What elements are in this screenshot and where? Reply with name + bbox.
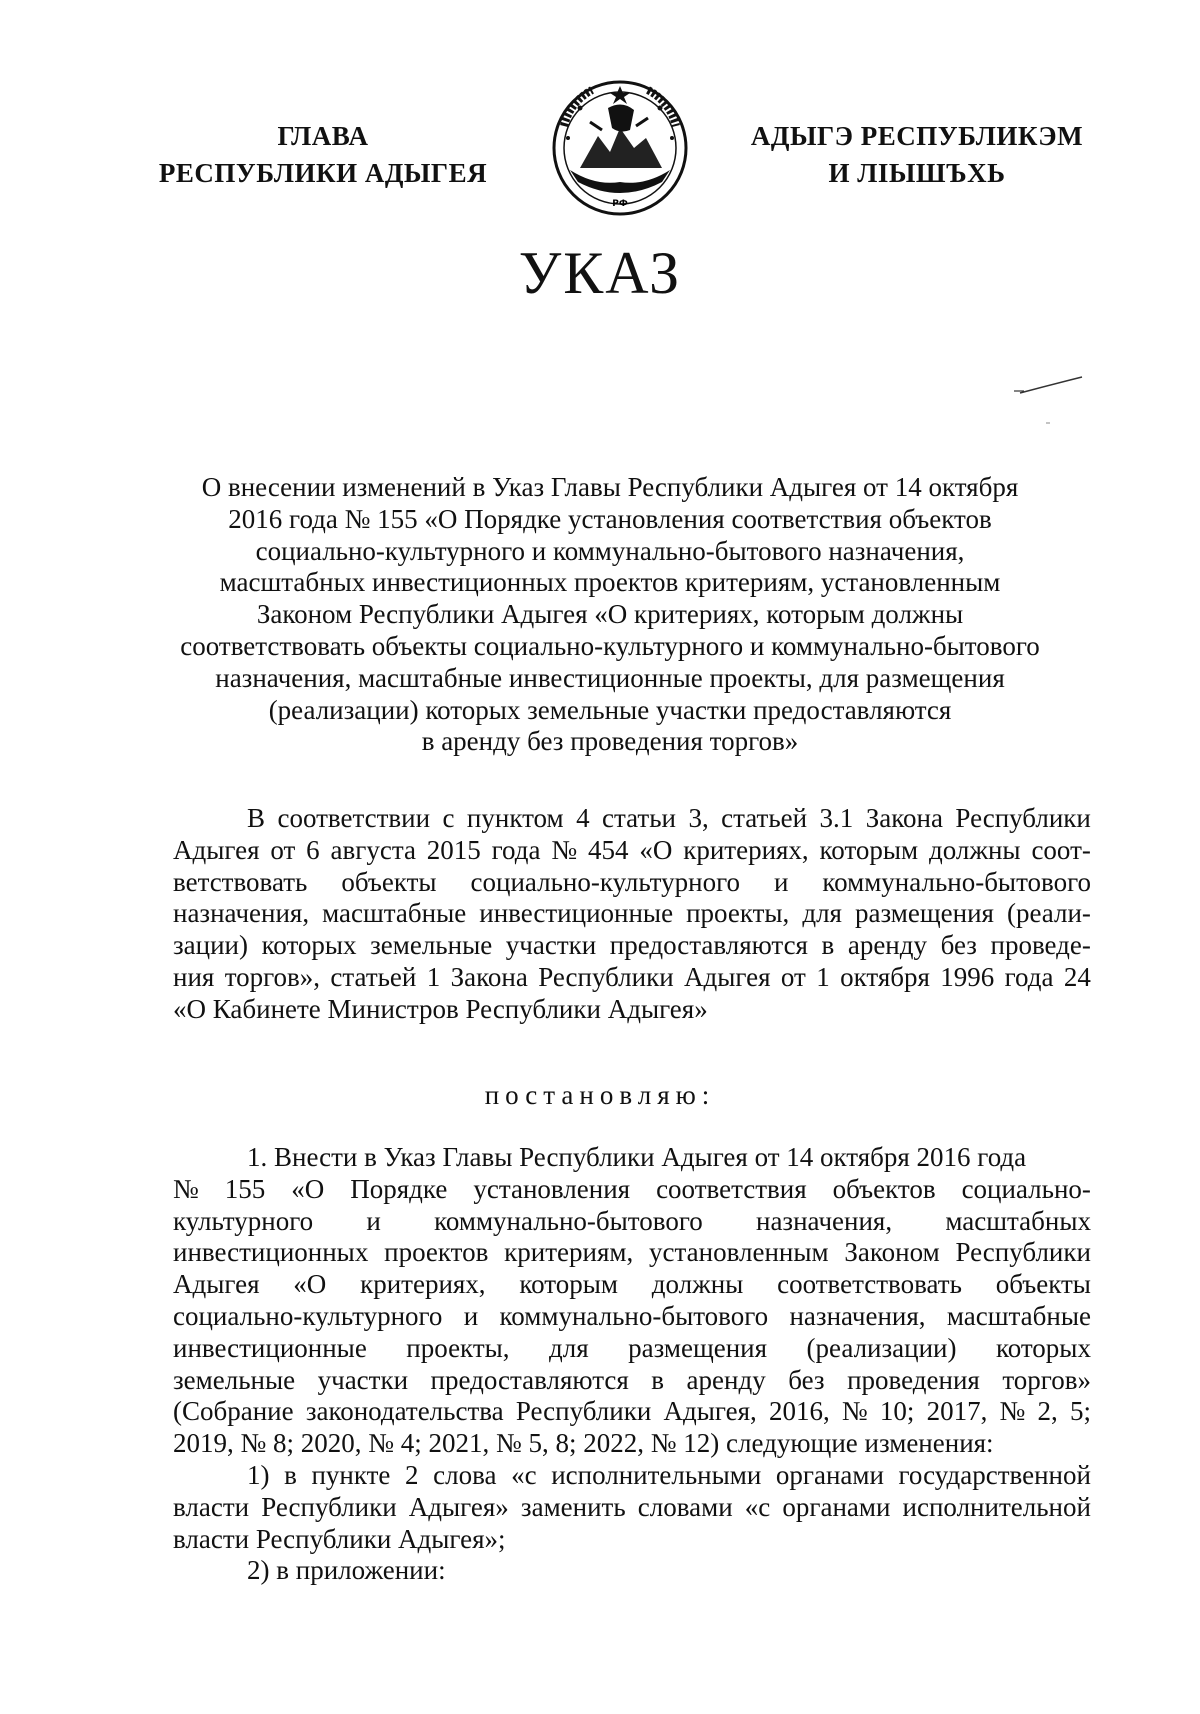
item-1-line: 1. Внести в Указ Главы Республики Адыгея от 14 октября 2016 года xyxy=(247,1142,1027,1172)
word: Республики xyxy=(955,803,1091,833)
subject-line: в аренду без проведения торгов» xyxy=(421,726,799,757)
word: 1996 xyxy=(940,961,995,992)
word: предоставляются xyxy=(430,1364,629,1395)
word: коммунально-бытового xyxy=(499,1300,769,1331)
item-1-line: 2019, № 8; 2020, № 4; 2021, № 5, 8; 2022, № 12) следующие изменения: xyxy=(173,1428,994,1459)
word: без xyxy=(788,1364,825,1395)
word: без xyxy=(940,930,977,961)
word: года xyxy=(491,834,541,865)
word: земельные xyxy=(173,1364,296,1395)
word: масштабные xyxy=(322,898,467,929)
word: и xyxy=(773,866,789,897)
word: инвестиционных xyxy=(173,1237,369,1268)
preamble-line: «О Кабинете Министров Республики Адыгея» xyxy=(173,993,708,1024)
word: исполнительными xyxy=(551,1460,762,1490)
word: соответствия xyxy=(656,1173,807,1204)
word: 155 xyxy=(224,1173,266,1204)
word: должны xyxy=(651,1269,744,1300)
word: установленным xyxy=(649,1237,829,1268)
word: назначения, xyxy=(789,1300,926,1331)
word: объекты xyxy=(341,866,437,897)
word: коммунально-бытового xyxy=(434,1205,703,1236)
word: государственной xyxy=(898,1460,1091,1490)
word: № xyxy=(999,1396,1026,1427)
subject-line: назначения, масштабные инвестиционные проекты, для размещения xyxy=(215,662,1005,693)
word: для xyxy=(549,1332,589,1363)
word: инвестиционные xyxy=(479,898,674,929)
word: с xyxy=(442,803,455,833)
word: пункте xyxy=(311,1460,391,1490)
subitem-2-paragraph xyxy=(173,1555,1091,1587)
svg-text:РФ: РФ xyxy=(612,199,628,209)
word: Законом xyxy=(844,1237,940,1268)
word: (Собрание xyxy=(173,1396,294,1427)
word: культурного xyxy=(173,1205,314,1236)
word: 1) xyxy=(247,1460,270,1490)
preamble-line xyxy=(173,803,1091,835)
coat-of-arms-emblem xyxy=(550,78,690,218)
word: власти xyxy=(173,1491,250,1522)
word: «с xyxy=(511,1460,537,1490)
word: критериях, xyxy=(360,1269,486,1300)
word: 6 xyxy=(306,834,320,865)
item-1-line xyxy=(173,1237,1091,1269)
word: соот- xyxy=(1031,834,1091,865)
word: 1 xyxy=(426,961,441,992)
word: № xyxy=(551,834,578,865)
word: размещения xyxy=(855,898,994,929)
word: 24 xyxy=(1063,961,1091,992)
word: Адыгея xyxy=(684,961,771,992)
word: соответствии xyxy=(277,803,431,833)
issuer-header-line: АДЫГЭ РЕСПУБЛИКЭМ xyxy=(750,121,1084,151)
word: 4 xyxy=(576,803,590,833)
word: № xyxy=(841,1396,868,1427)
item-1-line xyxy=(173,1174,1091,1206)
word: исполнительной xyxy=(902,1491,1091,1522)
word: зации) xyxy=(173,930,248,961)
word: от xyxy=(270,834,296,865)
word: ветствовать xyxy=(173,866,308,897)
subject-line: (реализации) которых земельные участки предоставляются xyxy=(268,694,952,725)
word: пунктом xyxy=(466,803,564,833)
word: органами xyxy=(775,1460,884,1490)
word: масштабных xyxy=(945,1205,1091,1236)
word: Адыгея, xyxy=(663,1396,757,1427)
word: размещения xyxy=(628,1332,768,1363)
issuer-header-russian xyxy=(158,118,488,192)
word: аренду xyxy=(686,1364,766,1395)
word: проекты, xyxy=(406,1332,510,1363)
word: Закона xyxy=(865,803,943,833)
word: № xyxy=(173,1173,199,1204)
document-type-title: УКАЗ xyxy=(518,240,682,306)
word: критериях, xyxy=(683,834,809,865)
word: участки xyxy=(317,1364,409,1395)
item-1-line xyxy=(173,1396,1091,1428)
word: 2 xyxy=(405,1460,419,1490)
word: установления xyxy=(473,1173,631,1204)
subject-line: социально-культурного и коммунально-бытового назначения, xyxy=(255,535,965,566)
word: 2, xyxy=(1037,1396,1058,1427)
word: Порядке xyxy=(350,1173,448,1204)
issuer-header-line: ГЛАВА xyxy=(277,121,369,151)
word: 2015 xyxy=(426,834,481,865)
item-1-line xyxy=(173,1333,1091,1365)
word: заменить xyxy=(520,1491,626,1522)
subitem-1-line: власти Республики Адыгея»; xyxy=(173,1523,506,1554)
word: проведения xyxy=(847,1364,980,1395)
word: инвестиционные xyxy=(173,1332,367,1363)
word: предоставляются xyxy=(609,930,808,961)
word: торгов», xyxy=(224,961,321,992)
word: 2017, xyxy=(926,1396,988,1427)
preamble-line xyxy=(173,962,1091,994)
word: Республики xyxy=(538,961,674,992)
word: 2016, xyxy=(768,1396,830,1427)
word: года xyxy=(1004,961,1054,992)
word: участки xyxy=(505,930,597,961)
word: от xyxy=(780,961,806,992)
word: в xyxy=(284,1460,297,1490)
word: 10; xyxy=(879,1396,915,1427)
word: Республики xyxy=(955,1237,1091,1268)
word: которым xyxy=(519,1269,618,1300)
preamble-line xyxy=(173,898,1091,930)
word: «с xyxy=(744,1491,771,1522)
word: социально-культурного xyxy=(470,866,740,897)
subject-line: О внесении изменений в Указ Главы Республики Адыгея от 14 октября xyxy=(201,472,1019,502)
word: слова xyxy=(433,1460,497,1490)
word: объектов xyxy=(832,1173,936,1204)
word: земельные xyxy=(370,930,493,961)
word: в xyxy=(651,1364,665,1395)
item-1-line xyxy=(173,1269,1091,1301)
word: 1 xyxy=(816,961,830,992)
issuer-header-line: И ЛІЫШЪХЬ xyxy=(828,158,1006,188)
preamble-line xyxy=(173,930,1091,962)
word: критериям, xyxy=(504,1237,634,1268)
subitem-1-line xyxy=(173,1460,1091,1492)
item-1-line xyxy=(173,1365,1091,1397)
word: масштабные xyxy=(946,1300,1091,1331)
decree-subject xyxy=(150,472,1070,758)
word: ния xyxy=(173,961,215,992)
word: аренду xyxy=(847,930,927,961)
word: социально- xyxy=(961,1173,1091,1204)
word: которых xyxy=(261,930,357,961)
word: для xyxy=(802,898,842,929)
word: в xyxy=(821,930,835,961)
subitem-1-line xyxy=(173,1492,1091,1524)
word: и xyxy=(366,1205,381,1236)
word: статьи xyxy=(602,803,676,833)
word: (реали- xyxy=(1006,898,1091,929)
word: «О xyxy=(291,1173,325,1204)
word: должны xyxy=(928,834,1021,865)
word: проведе- xyxy=(990,930,1091,961)
subject-line: соответствовать объекты социально-культурного и коммунально-бытового xyxy=(180,630,1040,661)
word: статьей xyxy=(330,961,417,992)
word: назначения, xyxy=(173,898,310,929)
word: Адыгея xyxy=(173,1269,260,1300)
decree-word: постановляю: xyxy=(484,1080,716,1110)
word: Адыгея xyxy=(173,834,260,865)
subject-line: Законом Республики Адыгея «О критериях, которым должны xyxy=(256,599,964,630)
word: августа xyxy=(330,834,416,865)
word: проекты, xyxy=(686,898,790,929)
word: и xyxy=(463,1300,479,1331)
word: социально-культурного xyxy=(173,1300,443,1331)
word: законодательства xyxy=(305,1396,504,1427)
pen-marks xyxy=(1010,375,1150,435)
word: статьей xyxy=(721,803,808,833)
word: 454 xyxy=(588,834,629,865)
word: «О xyxy=(639,834,673,865)
preamble-line xyxy=(173,867,1091,899)
preamble-line xyxy=(173,835,1091,867)
word: октября xyxy=(840,961,930,992)
word: органами xyxy=(782,1491,891,1522)
word: (реализации) xyxy=(806,1332,957,1363)
word: коммунально-бытового xyxy=(822,866,1091,897)
word: 5; xyxy=(1069,1396,1091,1427)
issuer-header-adyghe xyxy=(732,118,1102,192)
word: торгов» xyxy=(1002,1364,1091,1395)
word: проектов xyxy=(384,1237,489,1268)
item-1-paragraph xyxy=(173,1142,1091,1460)
word: соответствовать xyxy=(777,1269,962,1300)
word: Закона xyxy=(450,961,528,992)
subitem-2-line: 2) в приложении: xyxy=(247,1555,446,1585)
word: объекты xyxy=(995,1269,1091,1300)
word: Адыгея» xyxy=(408,1491,509,1522)
word: В xyxy=(247,803,266,833)
word: 3.1 xyxy=(819,803,854,833)
word: 3, xyxy=(688,803,709,833)
word: словами xyxy=(637,1491,733,1522)
subitem-1-paragraph xyxy=(173,1460,1091,1555)
issuer-header-line: РЕСПУБЛИКИ АДЫГЕЯ xyxy=(158,158,488,188)
subject-line: масштабных инвестиционных проектов критериям, установленным xyxy=(219,567,1001,598)
item-1-line xyxy=(173,1206,1091,1238)
word: которым xyxy=(819,834,919,865)
word: назначения, xyxy=(756,1205,893,1236)
preamble-paragraph xyxy=(173,803,1091,1026)
word: Республики xyxy=(261,1491,397,1522)
word: «О xyxy=(293,1269,327,1300)
word: которых xyxy=(995,1332,1091,1363)
item-1-line xyxy=(173,1301,1091,1333)
word: Республики xyxy=(515,1396,652,1427)
subject-line: 2016 года № 155 «О Порядке установления соответствия объектов xyxy=(228,503,992,534)
